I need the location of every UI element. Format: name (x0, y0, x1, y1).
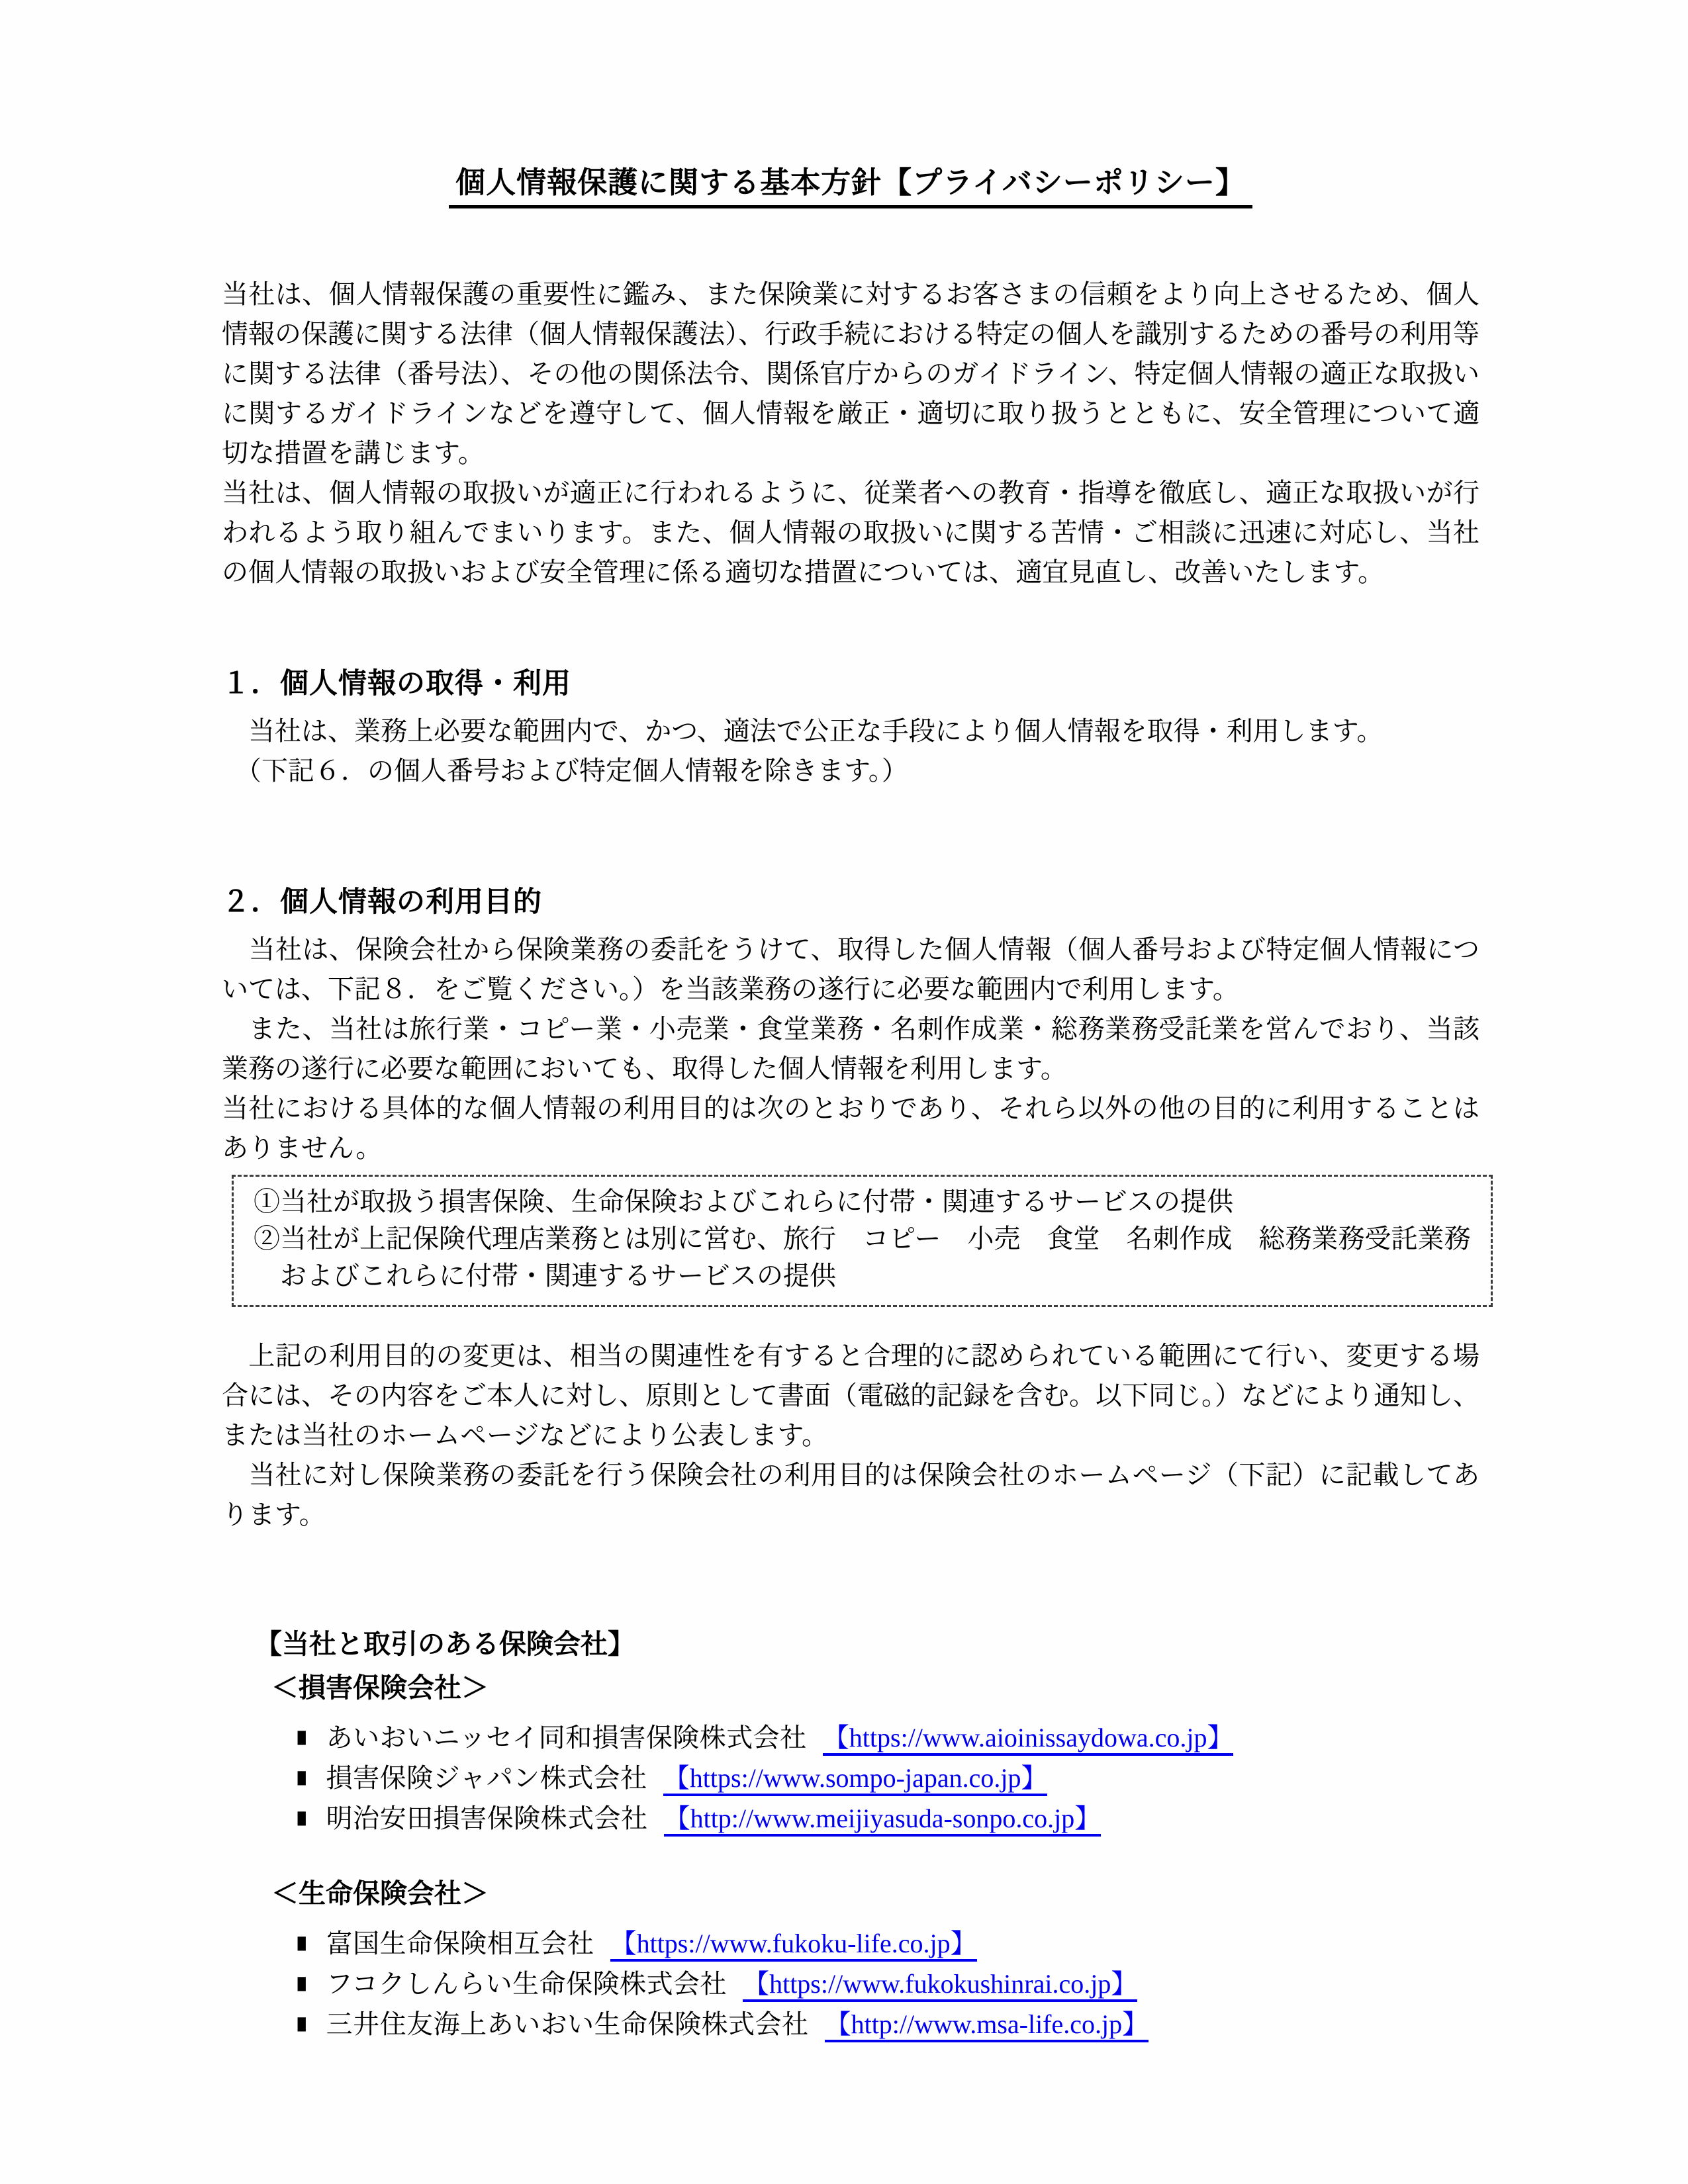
square-bullet-icon: ■ (297, 2007, 307, 2040)
group-nonlife-insurers (222, 1671, 1479, 1839)
list-item (297, 1717, 1479, 1758)
group-life-insurers (222, 1877, 1479, 2044)
section-2-heading: ２．個人情報の利用目的 (222, 886, 542, 918)
company-url-link[interactable]: 【https://www.fukokushinrai.co.jp】 (743, 1969, 1137, 2002)
list-item (297, 1798, 1479, 1839)
section-2-paragraph-5: 当社に対し保険業務の委託を行う保険会社の利用目的は保険会社のホームページ（下記）に記載してあります。 (222, 1460, 1479, 1529)
company-name: 三井住友海上あいおい生命保険株式会社 (326, 2009, 809, 2039)
square-bullet-icon: ■ (297, 1721, 307, 1753)
intro-block (222, 275, 1479, 592)
section-2-paragraph-4: 上記の利用目的の変更は、相当の関連性を有すると合理的に認められている範囲にて行い、変更する場合には、その内容をご本人に対し、原則として書面（電磁的記録を含む。以下同じ。）などにより通知し、または当社のホームページなどにより公表します。 (222, 1341, 1479, 1450)
list-item (297, 2004, 1479, 2044)
square-bullet-icon: ■ (297, 1801, 307, 1834)
company-name: フコクしんらい生命保険株式会社 (326, 1969, 727, 1999)
square-bullet-icon: ■ (297, 1761, 307, 1794)
group-nonlife-label: ＜損害保険会社＞ (271, 1672, 489, 1703)
list-item (297, 1758, 1479, 1798)
square-bullet-icon: ■ (297, 1967, 307, 1999)
section-1-paragraph-1: 当社は、業務上必要な範囲内で、かつ、適法で公正な手段により個人情報を取得・利用します。 (222, 716, 1383, 746)
section-acquisition-use (222, 666, 1479, 791)
section-2-paragraph-2: また、当社は旅行業・コピー業・小売業・食堂業務・名刺作成業・総務業務受託業を営んでおり、当該業務の遂行に必要な範囲においても、取得した個人情報を利用します。 (222, 1014, 1479, 1083)
purpose-box-item-2: ②当社が上記保険代理店業務とは別に営む、旅行 コピー 小売 食堂 名刺作成 総務業務受託業務 (254, 1224, 1471, 1253)
page-title-text: 個人情報保護に関する基本方針【プライバシーポリシー】 (449, 165, 1252, 208)
company-url-link[interactable]: 【https://www.aioinissaydowa.co.jp】 (823, 1723, 1234, 1756)
page-title (222, 165, 1479, 208)
purpose-box-item-3: およびこれらに付帯・関連するサービスの提供 (254, 1261, 836, 1291)
group-life-label: ＜生命保険会社＞ (271, 1878, 489, 1909)
section-purpose-of-use (222, 885, 1479, 1535)
purpose-box-item-1: ①当社が取扱う損害保険、生命保険およびこれらに付帯・関連するサービスの提供 (254, 1187, 1233, 1216)
purpose-of-use-box (232, 1175, 1493, 1307)
company-name: 富国生命保険相互会社 (326, 1929, 594, 1958)
list-item (297, 1923, 1479, 1964)
square-bullet-icon: ■ (297, 1927, 307, 1959)
company-name: あいおいニッセイ同和損害保険株式会社 (326, 1723, 807, 1752)
company-name: 損害保険ジャパン株式会社 (326, 1763, 647, 1793)
list-item (297, 1964, 1479, 2004)
company-url-link[interactable]: 【http://www.meijiyasuda-sonpo.co.jp】 (664, 1803, 1102, 1837)
company-name: 明治安田損害保険株式会社 (326, 1803, 648, 1833)
intro-paragraph-2: 当社は、個人情報の取扱いが適正に行われるように、従業者への教育・指導を徹底し、適正な取扱いが行われるよう取り組んでまいります。また、個人情報の取扱いに関する苦情・ご相談に迅速に対応し、当社の個人情報の取扱いおよび安全管理に係る適切な措置については、適宜見直し、改善いたします。 (222, 478, 1479, 587)
partner-insurance-companies (222, 1627, 1479, 2044)
section-1-paragraph-2: （下記６．の個人番号および特定個人情報を除きます。） (222, 756, 908, 786)
company-url-link[interactable]: 【https://www.fukoku-life.co.jp】 (610, 1929, 977, 1962)
section-2-paragraph-3: 当社における具体的な個人情報の利用目的は次のとおりであり、それら以外の他の目的に利用することはありません。 (222, 1093, 1479, 1163)
life-company-list (297, 1923, 1479, 2044)
company-url-link[interactable]: 【http://www.msa-life.co.jp】 (825, 2009, 1149, 2042)
intro-paragraph-1: 当社は、個人情報保護の重要性に鑑み、また保険業に対するお客さまの信頼をより向上させるため、個人情報の保護に関する法律（個人情報保護法）、行政手続における特定の個人を識別するための番号の利用等に関する法律（番号法）、その他の関係法令、関係官庁からのガイドライン、特定個人情報の適正な取扱いに関するガイドラインなどを遵守して、個人情報を厳正・適切に取り扱うとともに、安全管理について適切な措置を講じます。 (222, 279, 1479, 468)
company-url-link[interactable]: 【https://www.sompo-japan.co.jp】 (663, 1763, 1048, 1796)
section-1-heading: １．個人情報の取得・利用 (222, 668, 571, 700)
nonlife-company-list (297, 1717, 1479, 1839)
companies-heading: 【当社と取引のある保険会社】 (255, 1629, 635, 1659)
section-2-paragraph-1: 当社は、保険会社から保険業務の委託をうけて、取得した個人情報（個人番号および特定個人情報については、下記８．をご覧ください。）を当該業務の遂行に必要な範囲内で利用します。 (222, 934, 1479, 1004)
